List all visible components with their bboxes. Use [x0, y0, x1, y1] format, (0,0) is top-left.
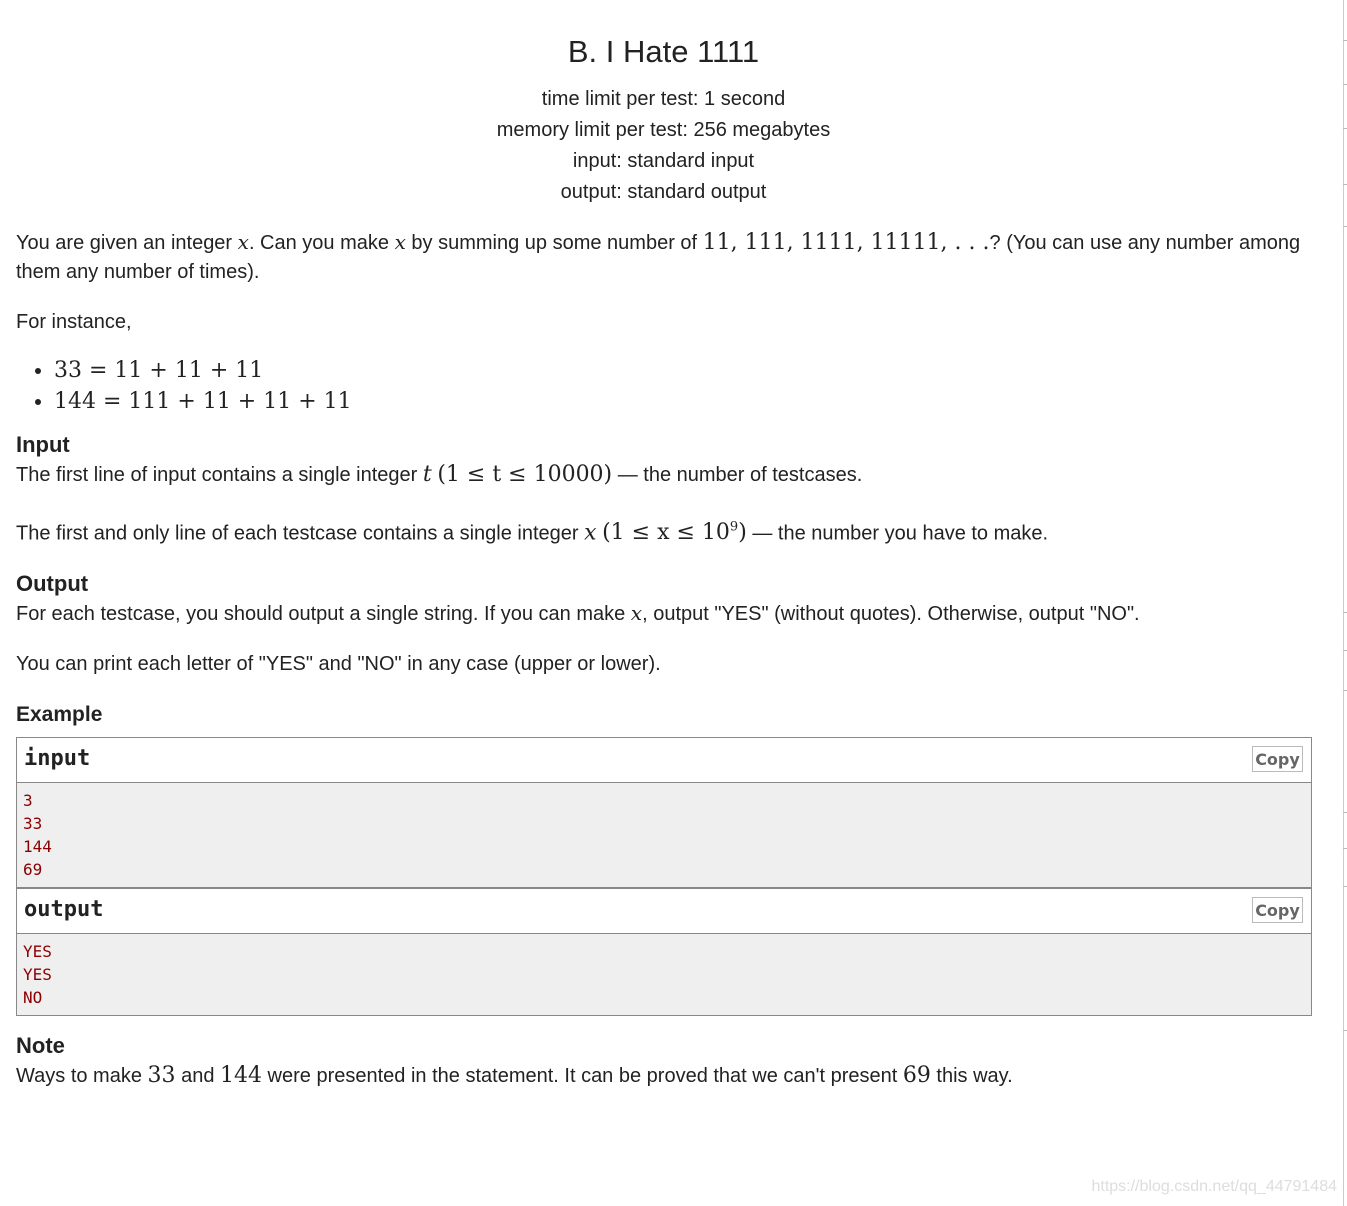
- example-output-header: [17, 889, 1311, 934]
- input-text: The first and only line of each testcase contains a single integer: [16, 522, 585, 545]
- input-text: — the number you have to make.: [746, 522, 1049, 545]
- math-number: 69: [902, 1063, 931, 1088]
- instance-list: [16, 355, 1312, 417]
- math-number: 144: [220, 1063, 262, 1088]
- list-item: • 33 = 11 + 11 + 11: [54, 355, 1312, 386]
- input-file: input: standard input: [572, 150, 755, 172]
- edge-tick: [1343, 226, 1347, 227]
- input-paragraph-1: [16, 460, 1312, 490]
- math-number-series: 11, 111, 1111, 11111, . . .: [702, 230, 990, 255]
- example-input-line: 69: [23, 860, 43, 879]
- example-output-body: [17, 934, 1311, 1015]
- example-input-line: 3: [23, 791, 33, 810]
- edge-tick: [1343, 690, 1347, 691]
- legend-text: . Can you make: [248, 232, 395, 254]
- edge-tick: [1343, 848, 1347, 849]
- math-number: 33: [147, 1063, 176, 1088]
- example-input-line: 33: [23, 814, 43, 833]
- output-text: For each testcase, you should output a single string. If you can make: [16, 603, 631, 626]
- memory-limit: memory limit per test: 256 megabytes: [496, 119, 831, 141]
- problem-header: [0, 0, 1327, 208]
- output-heading: Output: [16, 571, 89, 597]
- legend-text: by summing up some number of: [405, 232, 703, 254]
- input-paragraph-2: [16, 513, 1312, 548]
- example-input-label: input: [24, 746, 91, 771]
- note-text: this way.: [930, 1065, 1013, 1087]
- output-file: output: standard output: [560, 181, 767, 203]
- math-x: x: [584, 520, 597, 546]
- edge-tick: [1343, 1030, 1347, 1031]
- note-text: were presented in the statement. It can be proved that we can't present: [262, 1065, 903, 1087]
- problem-title: B. I Hate 1111: [567, 34, 760, 69]
- note-text: Ways to make: [16, 1065, 148, 1087]
- list-item: • 144 = 111 + 11 + 11 + 11: [54, 386, 1312, 417]
- output-text: , output "YES" (without quotes). Otherwise, output "NO".: [642, 603, 1140, 626]
- edge-tick: [1343, 40, 1347, 41]
- copy-input-button[interactable]: Copy: [1252, 746, 1303, 772]
- output-paragraph-1: [16, 599, 1312, 629]
- note-paragraph: [16, 1061, 1312, 1091]
- example-input-line: 144: [23, 837, 52, 856]
- math-x: x: [630, 601, 643, 626]
- example-heading: Example: [16, 703, 103, 727]
- math-x-range-b: ): [738, 520, 747, 546]
- note-text: and: [175, 1065, 220, 1087]
- math-t: t: [422, 462, 432, 487]
- edge-tick: [1343, 128, 1347, 129]
- math-x-range: [602, 520, 747, 545]
- input-text: The first line of input contains a single integer: [16, 464, 423, 486]
- output-paragraph-2: You can print each letter of "YES" and "NO" in any case (upper or lower).: [16, 653, 661, 676]
- legend-text: You are given an integer: [16, 232, 238, 254]
- edge-tick: [1343, 886, 1347, 887]
- legend-paragraph-1: [16, 228, 1312, 287]
- math-x: x: [394, 230, 406, 254]
- problem-limits: [0, 84, 1327, 208]
- example-box: [16, 737, 1312, 1016]
- math-exponent: 9: [729, 520, 739, 535]
- page-edge-rule: [1343, 0, 1344, 1206]
- input-text: — the number of testcases.: [612, 464, 863, 486]
- legend-text: ? (You can use any number among them any number of times).: [16, 232, 1301, 283]
- edge-tick: [1343, 184, 1347, 185]
- math-x-range-a: (1 ≤ x ≤ 10: [602, 520, 730, 546]
- copy-output-button[interactable]: Copy: [1252, 897, 1303, 923]
- note-section: [16, 1033, 1312, 1091]
- watermark: https://blog.csdn.net/qq_44791484: [1091, 1178, 1337, 1195]
- example-output-line: YES: [23, 942, 52, 961]
- edge-tick: [1343, 612, 1347, 613]
- legend-paragraph-2: For instance,: [16, 311, 132, 333]
- problem-statement: [16, 228, 1312, 728]
- example-input-header: [17, 738, 1311, 783]
- edge-tick: [1343, 84, 1347, 85]
- input-heading: Input: [16, 432, 70, 457]
- example-output-line: NO: [23, 988, 43, 1007]
- note-heading: Note: [16, 1033, 65, 1058]
- math-x: x: [237, 230, 249, 254]
- edge-tick: [1343, 650, 1347, 651]
- time-limit: time limit per test: 1 second: [541, 88, 786, 110]
- example-input-body: [17, 783, 1311, 887]
- edge-tick: [1343, 812, 1347, 813]
- example-output-line: YES: [23, 965, 52, 984]
- example-output-label: output: [24, 897, 104, 922]
- math-t-range: (1 ≤ t ≤ 10000): [437, 462, 613, 487]
